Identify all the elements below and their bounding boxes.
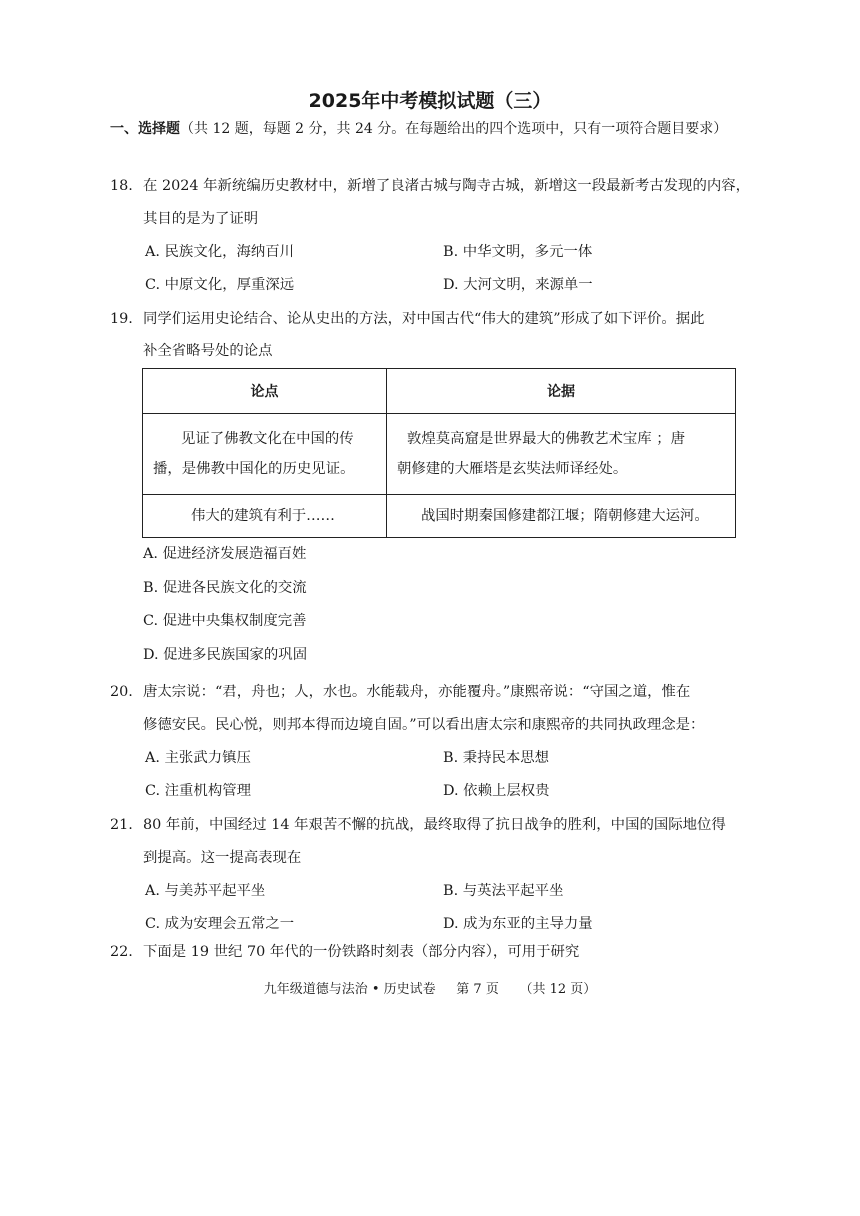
question-18-number: 18. (110, 178, 133, 194)
question-21-option-c: C. 成为安理会五常之一 (145, 916, 295, 932)
question-18-stem-line2: 其目的是为了证明 (143, 211, 259, 227)
question-21-option-a: A. 与美苏平起平坐 (145, 883, 266, 899)
question-18-option-c: C. 中原文化，厚重深远 (145, 277, 295, 293)
question-20-stem-line1: 唐太宗说：“君，舟也；人，水也。水能载舟，亦能覆舟。”康熙帝说：“守国之道，惟在 (143, 684, 691, 700)
question-20-option-a: A. 主张武力镇压 (145, 750, 251, 766)
row2-evidence-text: 战国时期秦国修建都江堰；隋朝修建大运河。 (421, 508, 709, 524)
header-evidence: 论据 (387, 369, 736, 414)
table-row (143, 414, 736, 495)
section-heading (110, 118, 727, 138)
question-19-stem-line2: 补全省略号处的论点 (143, 343, 273, 359)
question-21-stem-line2: 到提高。这一提高表现在 (143, 850, 302, 866)
question-20-number: 20. (110, 684, 133, 700)
question-19-option-c: C. 促进中央集权制度完善 (143, 613, 307, 629)
question-20-option-b: B. 秉持民本思想 (443, 750, 550, 766)
question-19-option-d: D. 促进多民族国家的巩固 (143, 647, 308, 663)
row1-evidence-line2: 朝修建的大雁塔是玄奘法师译经处。 (397, 461, 628, 477)
row1-argument-cell (143, 414, 387, 495)
argument-table (142, 368, 736, 538)
question-21-option-d: D. 成为东亚的主导力量 (443, 916, 593, 932)
question-21-stem-line1: 80 年前，中国经过 14 年艰苦不懈的抗战，最终取得了抗日战争的胜利，中国的国际地位得 (143, 817, 726, 833)
question-20-stem-line2: 修德安民。民心悦，则邦本得而边境自固。”可以看出唐太宗和康熙帝的共同执政理念是： (143, 717, 705, 733)
row1-evidence-cell (387, 414, 736, 495)
question-18-stem-line1: 在 2024 年新统编历史教材中，新增了良渚古城与陶寺古城，新增这一段最新考古发现的内容， (143, 178, 751, 194)
row2-evidence-cell (387, 495, 736, 538)
page-footer: 九年级道德与法治 • 历史试卷 第 7 页 （共 12 页） (263, 982, 597, 997)
question-19-option-b: B. 促进各民族文化的交流 (143, 580, 307, 596)
row1-argument-line2: 播，是佛教中国化的历史见证。 (153, 461, 355, 477)
row1-evidence-line1: 敦煌莫高窟是世界最大的佛教艺术宝库 ；唐 (407, 431, 685, 447)
argument-table-header (143, 369, 736, 414)
question-19-number: 19. (110, 311, 133, 327)
row1-argument-line1: 见证了佛教文化在中国的传 (181, 431, 354, 447)
question-19-stem-line1: 同学们运用史论结合、论从史出的方法，对中国古代“伟大的建筑”形成了如下评价。据此 (143, 311, 705, 327)
question-22-number: 22. (110, 944, 133, 960)
question-18-option-d: D. 大河文明，来源单一 (443, 277, 593, 293)
row2-argument-cell (143, 495, 387, 538)
exam-title: 2025年中考模拟试题（三） (308, 90, 552, 112)
question-21-number: 21. (110, 817, 133, 833)
question-19-option-a: A. 促进经济发展造福百姓 (143, 546, 307, 562)
question-18-option-b: B. 中华文明，多元一体 (443, 244, 593, 260)
question-20-option-c: C. 注重机构管理 (145, 783, 251, 799)
question-18-option-a: A. 民族文化，海纳百川 (145, 244, 295, 260)
table-row (143, 495, 736, 538)
question-20-option-d: D. 依赖上层权贵 (443, 783, 550, 799)
question-21-option-b: B. 与英法平起平坐 (443, 883, 564, 899)
section-note: （共 12 题，每题 2 分，共 24 分。在每题给出的四个选项中，只有一项符合题目要求） (180, 121, 728, 137)
header-argument: 论点 (143, 369, 387, 414)
row2-argument-text: 伟大的建筑有利于…… (191, 508, 335, 524)
section-heading-label: 一、选择题 (110, 121, 180, 137)
question-22-stem-line1: 下面是 19 世纪 70 年代的一份铁路时刻表（部分内容），可用于研究 (143, 944, 580, 960)
